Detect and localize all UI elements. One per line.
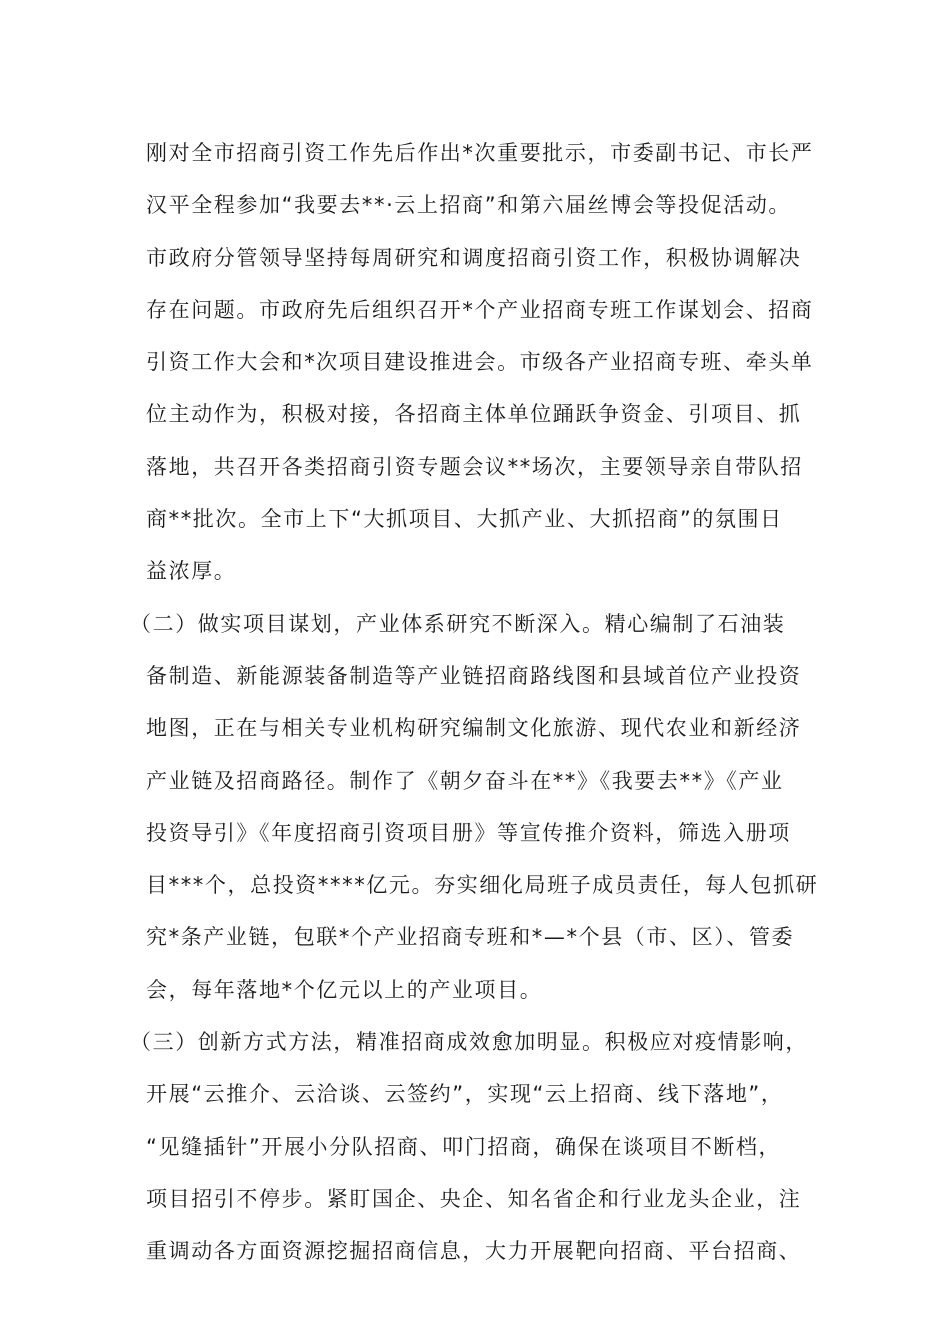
section-heading-line: （三）创新方式方法，精准招商成效愈加明显。积极应对疫情影响， xyxy=(130,1030,808,1055)
text-line: “见缝插针”开展小分队招商、叩门招商，确保在谈项目不断档， xyxy=(146,1134,782,1159)
text-line: 产业链及招商路径。制作了《朝夕奋斗在**》《我要去**》《产业 xyxy=(146,768,784,793)
text-line: 市政府分管领导坚持每周研究和调度招商引资工作，积极协调解决 xyxy=(146,245,802,270)
text-line: 究*条产业链，包联*个产业招商专班和*—*个县（市、区）、管委 xyxy=(146,925,795,950)
text-line: 落地，共召开各类招商引资专题会议**场次，主要领导亲自带队招 xyxy=(146,454,803,479)
section-heading-line: （二）做实项目谋划，产业体系研究不断深入。精心编制了石油装 xyxy=(130,611,786,636)
text-line: 投资导引》《年度招商引资项目册》等宣传推介资料，筛选入册项 xyxy=(146,820,791,845)
text-line: 重调动各方面资源挖掘招商信息，大力开展靶向招商、平台招商、 xyxy=(146,1239,802,1264)
text-line: 商**批次。全市上下“大抓项目、大抓产业、大抓招商”的氛围日 xyxy=(146,507,783,532)
text-line: 开展“云推介、云洽谈、云签约”，实现“云上招商、线下落地”， xyxy=(146,1082,784,1107)
text-line: 引资工作大会和*次项目建设推进会。市级各产业招商专班、牵头单 xyxy=(146,350,814,375)
text-line: 备制造、新能源装备制造等产业链招商路线图和县域首位产业投资 xyxy=(146,663,802,688)
text-line: 汉平全程参加“我要去**·云上招商”和第六届丝博会等投促活动。 xyxy=(146,193,792,218)
text-line: 项目招引不停步。紧盯国企、央企、知名省企和行业龙头企业，注 xyxy=(146,1186,802,1211)
text-line: 会，每年落地*个亿元以上的产业项目。 xyxy=(146,977,543,1002)
text-line: 刚对全市招商引资工作先后作出*次重要批示，市委副书记、市长严 xyxy=(146,141,814,165)
text-line: 地图，正在与相关专业机构研究编制文化旅游、现代农业和新经济 xyxy=(146,716,802,741)
text-line: 益浓厚。 xyxy=(146,559,237,584)
text-line: 目***个，总投资****亿元。夯实细化局班子成员责任，每人包抓研 xyxy=(146,873,819,898)
text-line: 存在问题。市政府先后组织召开*个产业招商专班工作谋划会、招商 xyxy=(146,297,814,322)
body-text xyxy=(130,127,819,1278)
text-line: 位主动作为，积极对接，各招商主体单位踊跃争资金、引项目、抓 xyxy=(146,402,802,427)
